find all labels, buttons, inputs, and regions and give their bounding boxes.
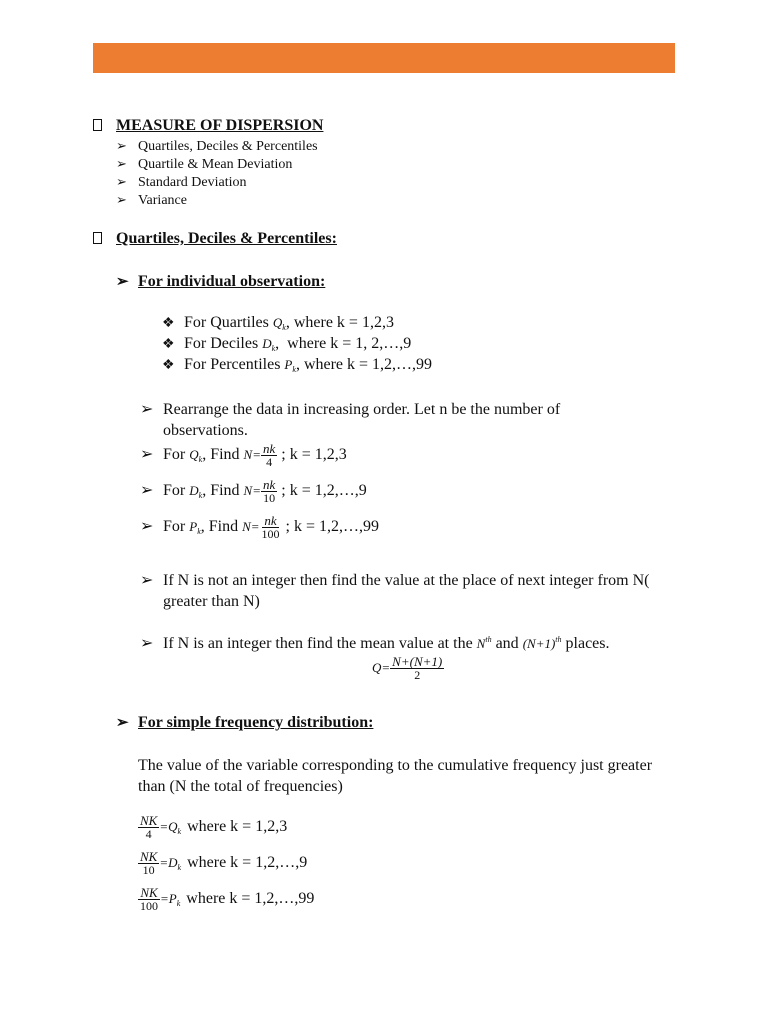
diamond-bullet-icon: ❖ (162, 316, 175, 331)
diamond-bullet-icon: ❖ (162, 358, 175, 373)
list-item: ➢ Quartiles, Deciles & Percentiles (116, 138, 318, 154)
definition-deciles: ❖ For Deciles $D_k$, where k = 1, 2,…,9 (162, 335, 412, 353)
rearrange-step: ➢ Rearrange the data in increasing order. Let n be the number of observations. (140, 401, 561, 439)
formula-quartile: $\frac{NK}{4}$ $=Q_k$ where k = 1,2,3 (140, 813, 288, 841)
find-decile-row: ➢ For $D_k$, Find N= $\frac{nk}{10}$ ; k = 1,2,…,9 (140, 477, 367, 505)
subsection-title-individual: ➢ For individual observation: (116, 273, 326, 290)
arrow-bullet-icon: ➢ (116, 715, 129, 731)
arrow-bullet-icon: ➢ (140, 446, 154, 464)
arrow-bullet-icon: ➢ (140, 401, 154, 418)
arrow-bullet-icon: ➢ (140, 572, 154, 589)
list-item: ➢ Standard Deviation (116, 174, 247, 190)
arrow-bullet-icon: ➢ (116, 174, 127, 189)
section-title-measure-of-dispersion: MEASURE OF DISPERSION (93, 117, 323, 135)
simple-description: The value of the variable corresponding to the cumulative frequency just greater than (N the total of frequencies) (138, 757, 653, 795)
formula-decile: $\frac{NK}{10}$ $=D_k$ where k = 1,2,…,9 (140, 849, 308, 877)
list-item: ➢ Variance (116, 192, 187, 208)
arrow-bullet-icon: ➢ (116, 274, 129, 290)
find-percentile-row: ➢ For $P_k$, Find N= $\frac{nk}{100}$ ; k = 1,2,…,99 (140, 513, 380, 541)
header-banner (93, 43, 675, 73)
diamond-bullet-icon: ❖ (162, 337, 175, 352)
checkbox-bullet-icon (93, 119, 102, 131)
subsection-title-simple-frequency: ➢ For simple frequency distribution: (116, 714, 374, 731)
arrow-bullet-icon: ➢ (140, 482, 154, 500)
list-item: ➢ Quartile & Mean Deviation (116, 156, 293, 172)
arrow-bullet-icon: ➢ (116, 156, 127, 171)
formula-percentile: $\frac{NK}{100}$ $=P_k$ where k = 1,2,…,99 (140, 885, 315, 913)
find-quartile-row: ➢ For $Q_k$, Find N= $\frac{nk}{4}$ ; k = 1,2,3 (140, 441, 347, 469)
mean-formula: Q= $\frac{N+(N+1)}{2}$ (372, 654, 443, 682)
arrow-bullet-icon: ➢ (140, 635, 154, 652)
not-integer-rule: ➢ If N is not an integer then find the value at the place of next integer from N( greater than N) (140, 572, 650, 610)
section-title-quartiles: Quartiles, Deciles & Percentiles: (93, 230, 337, 248)
arrow-bullet-icon: ➢ (116, 138, 127, 153)
integer-rule: ➢ If N is an integer then find the mean value at the $N^{th}$ and $(N+1)^{th}$ places. (140, 635, 610, 652)
arrow-bullet-icon: ➢ (140, 518, 154, 536)
definition-quartiles: ❖ For Quartiles $Q_k$, where k = 1,2,3 (162, 314, 394, 332)
checkbox-bullet-icon (93, 232, 102, 244)
arrow-bullet-icon: ➢ (116, 192, 127, 207)
definition-percentiles: ❖ For Percentiles $P_k$, where k = 1,2,…,99 (162, 356, 433, 374)
